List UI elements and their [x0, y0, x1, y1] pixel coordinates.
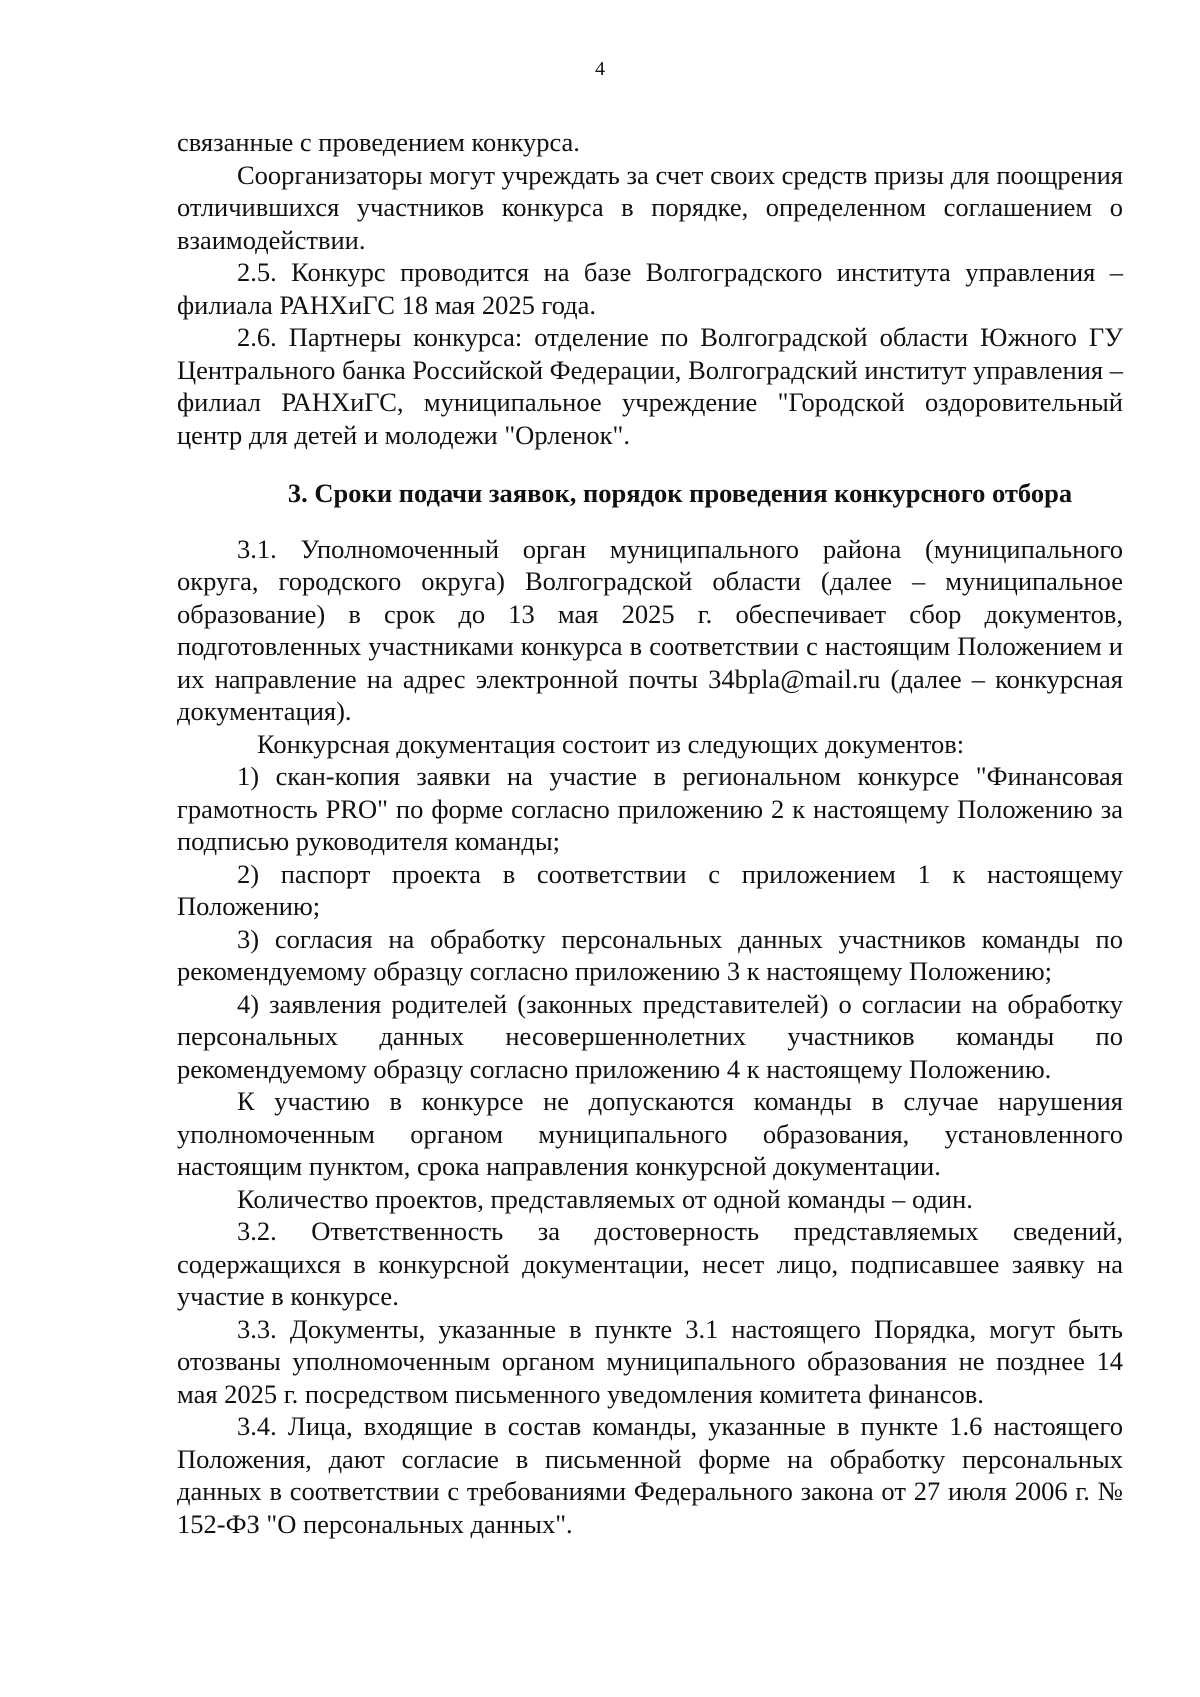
paragraph: связанные с проведением конкурса. — [177, 127, 580, 157]
paragraph: 3.4. Лица, входящие в состав команды, указанные в пункте 1.6 настоящего Положения, дают согласие в письменной форме на обработку персональных данных в соответствии с требованиями Федерального закона от 27 июля 2006 г. № 152-ФЗ "О персональных данных". — [177, 1411, 1123, 1539]
paragraph: 3.3. Документы, указанные в пункте 3.1 настоящего Порядка, могут быть отозваны уполномоченным органом муниципального образования не позднее 14 мая 2025 г. посредством письменного уведомления комитета финансов. — [177, 1313, 1123, 1409]
paragraph: К участию в конкурсе не допускаются команды в случае нарушения уполномоченным органом муниципального образования, установленного настоящим пунктом, срока направления конкурсной документации. — [177, 1086, 1123, 1181]
list-item: 3) согласия на обработку персональных данных участников команды по рекомендуемому образцу согласно приложению 3 к настоящему Положению; — [177, 923, 1123, 986]
paragraph: 2.5. Конкурс проводится на базе Волгоградского института управления – филиала РАНХиГС 18 мая 2025 года. — [177, 257, 1123, 320]
list-item: 1) скан-копия заявки на участие в региональном конкурсе "Финансовая грамотность PRO" по форме согласно приложению 2 к настоящему Положению за подписью руководителя команды; — [177, 761, 1123, 856]
paragraph: 2.6. Партнеры конкурса: отделение по Волгоградской области Южного ГУ Центрального банка Российской Федерации, Волгоградский институт управления – филиал РАНХиГС, муниципальное учреждение "Городской оздоровительный центр для детей и молодежи "Орленок". — [177, 322, 1123, 450]
paragraph: 3.1. Уполномоченный орган муниципального района (муниципального округа, городского округа) Волгоградской области (далее – муниципальное образование) в срок до 13 мая 2025 г. обеспечивает сбор документов, подготовленных участниками конкурса в соответствии с настоящим Положением и их направление на адрес электронной почты 34bpla@mail.ru (далее – конкурсная документация). — [177, 533, 1123, 726]
document-body — [177, 126, 1123, 1540]
paragraph: Количество проектов, представляемых от одной команды – один. — [237, 1183, 973, 1214]
paragraph: Соорганизаторы могут учреждать за счет своих средств призы для поощрения отличившихся участников конкурса в порядке, определенном соглашением о взаимодействии. — [177, 159, 1123, 255]
list-item: 2) паспорт проекта в соответствии с приложением 1 к настоящему Положению; — [177, 858, 1123, 921]
paragraph: 3.2. Ответственность за достоверность представляемых сведений, содержащихся в конкурсной документации, несет лицо, подписавшее заявку на участие в конкурсе. — [177, 1216, 1123, 1311]
section-heading: 3. Сроки подачи заявок, порядок проведения конкурсного отбора — [287, 478, 1073, 508]
page-number: 4 — [595, 58, 605, 80]
list-item: 4) заявления родителей (законных представителей) о согласии на обработку персональных данных несовершеннолетних участников команды по рекомендуемому образцу согласно приложению 4 к настоящему Положению. — [177, 988, 1123, 1084]
paragraph: Конкурсная документация состоит из следующих документов: — [257, 728, 965, 759]
